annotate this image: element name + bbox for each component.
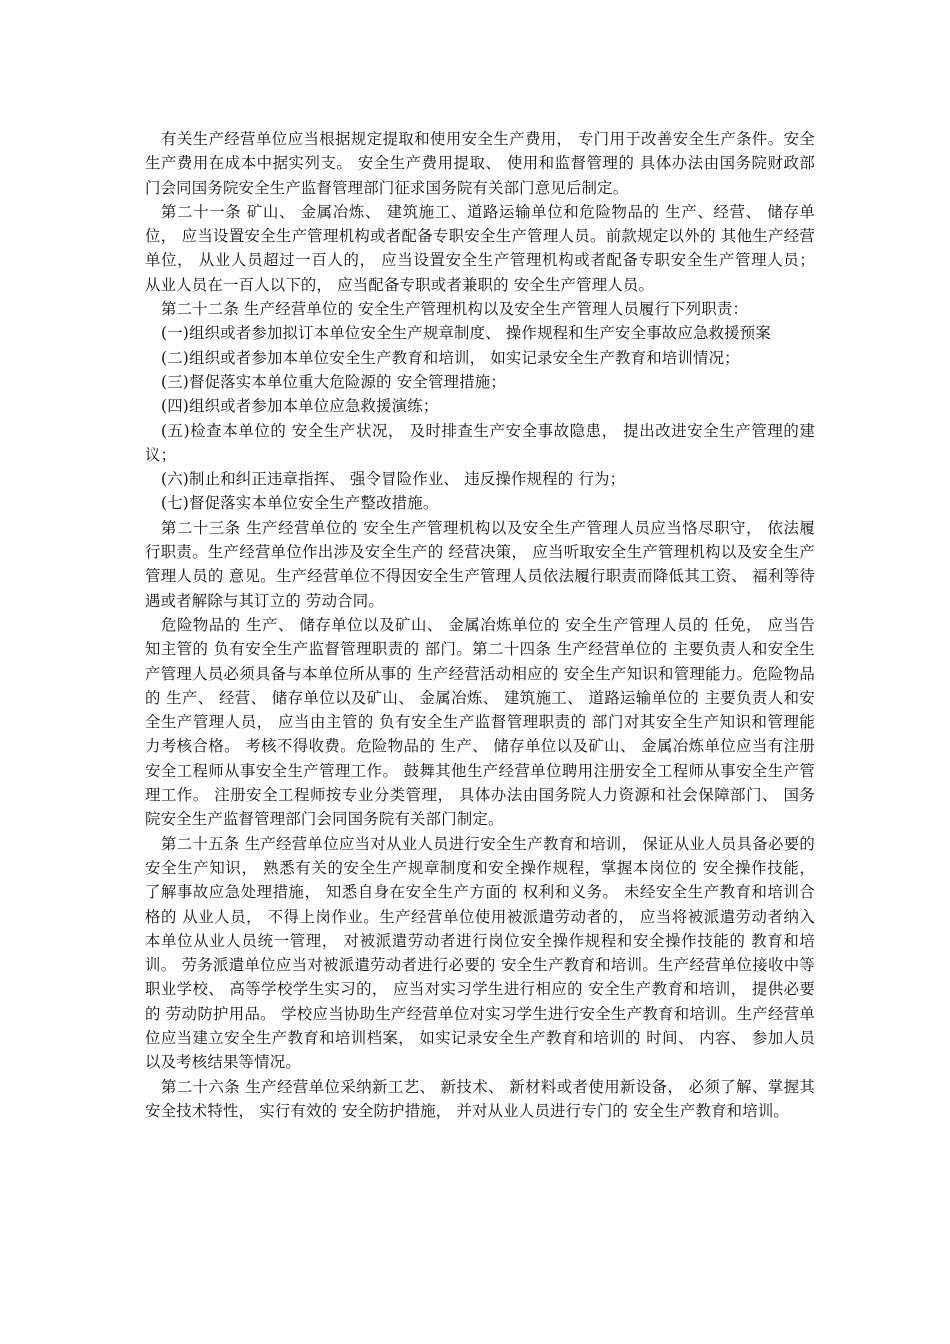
paragraph-article-26: 第二十六条 生产经营单位采纳新工艺、 新技术、 新材料或者使用新设备， 必须了解、掌握其安全技术特性， 实行有效的 安全防护措施， 并对从业人员进行专门的 安全生产教育和培训。 <box>145 1077 815 1120</box>
paragraph-article-21: 第二十一条 矿山、 金属冶炼、 建筑施工、道路运输单位和危险物品的 生产、经营、 储存单位， 应当设置安全生产管理机构或者配备专职安全生产管理人员。前款规定以外的 其他生产经营单位， 从业人员超过一百人的， 应当设置安全生产管理机构或者配备专职安全生产管理人员； 从业人员在一百人以下的， 应当配备专职或者兼职的 安全生产管理人员。 <box>145 202 815 294</box>
duty-item-2: (二)组织或者参加本单位安全生产教育和培训， 如实记录安全生产教育和培训情况； <box>161 348 740 367</box>
paragraph-article-23: 第二十三条 生产经营单位的 安全生产管理机构以及安全生产管理人员应当恪尽职守， 依法履行职责。生产经营单位作出涉及安全生产的 经营决策， 应当听取安全生产管理机构以及安全生产管理人员的 意见。生产经营单位不得因安全生产管理人员依法履行职责而降低其工资、 福利等待遇或者解除与其订立的 劳动合同。 <box>145 518 815 610</box>
duty-item-1: (一)组织或者参加拟订本单位安全生产规章制度、 操作规程和生产安全事故应急救援预案 <box>161 324 771 343</box>
duty-item-4: (四)组织或者参加本单位应急救援演练； <box>161 397 439 416</box>
duty-item-5: (五)检查本单位的 安全生产状况， 及时排查生产安全事故隐患， 提出改进安全生产管理的建议； <box>145 421 815 464</box>
document-body <box>145 127 815 1123</box>
paragraph-article-25: 第二十五条 生产经营单位应当对从业人员进行安全生产教育和培训， 保证从业人员具备必要的安全生产知识， 熟悉有关的安全生产规章制度和安全操作规程，掌握本岗位的 安全操作技能， 了解事故应急处理措施， 知悉自身在安全生产方面的 权利和义务。 未经安全生产教育和培训合格的 从业人员， 不得上岗作业。生产经营单位使用被派遣劳动者的， 应当将被派遣劳动者纳入本单位从业人员统一管理， 对被派遣劳动者进行岗位安全操作规程和安全操作技能的 教育和培训。 劳务派遣单位应当对被派遣劳动者进行必要的 安全生产教育和培训。生产经营单位接收中等职业学校、 高等学校学生实习的， 应当对实习学生进行相应的 安全生产教育和培训， 提供必要的 劳动防护用品。 学校应当协助生产经营单位对实习学生进行安全生产教育和培训。生产经营单位应当建立安全生产教育和培训档案， 如实记录安全生产教育和培训的 时间、 内容、 参加人员以及考核结果等情况。 <box>145 834 815 1072</box>
duty-item-7: (七)督促落实本单位安全生产整改措施。 <box>161 494 439 513</box>
duty-item-6: (六)制止和纠正违章指挥、 强令冒险作业、 违反操作规程的 行为； <box>161 470 626 489</box>
paragraph-safety-cost: 有关生产经营单位应当根据规定提取和使用安全生产费用， 专门用于改善安全生产条件。安全生产费用在成本中据实列支。 安全生产费用提取、 使用和监督管理的 具体办法由国务院财政部门会同国务院安全生产监督管理部门征求国务院有关部门意见后制定。 <box>145 130 815 197</box>
duty-item-3: (三)督促落实本单位重大危险源的 安全管理措施； <box>161 372 506 391</box>
paragraph-article-22: 第二十二条 生产经营单位的 安全生产管理机构以及安全生产管理人员履行下列职责： <box>161 300 749 319</box>
paragraph-article-24: 危险物品的 生产、 储存单位以及矿山、 金属冶炼单位的 安全生产管理人员的 任免， 应当告知主管的 负有安全生产监督管理职责的 部门。第二十四条 生产经营单位的 主要负责人和安全生产管理人员必须具备与本单位所从事的 生产经营活动相应的 安全生产知识和管理能力。危险物品的 生产、 经营、 储存单位以及矿山、 金属冶炼、 建筑施工、 道路运输单位的 主要负责人和安全生产管理人员， 应当由主管的 负有安全生产监督管理职责的 部门对其安全生产知识和管理能力考核合格。 考核不得收费。危险物品的 生产、 储存单位以及矿山、 金属冶炼单位应当有注册安全工程师从事安全生产管理工作。 鼓舞其他生产经营单位聘用注册安全工程师从事安全生产管理工作。 注册安全工程师按专业分类管理， 具体办法由国务院人力资源和社会保障部门、 国务院安全生产监督管理部门会同国务院有关部门制定。 <box>145 615 815 829</box>
